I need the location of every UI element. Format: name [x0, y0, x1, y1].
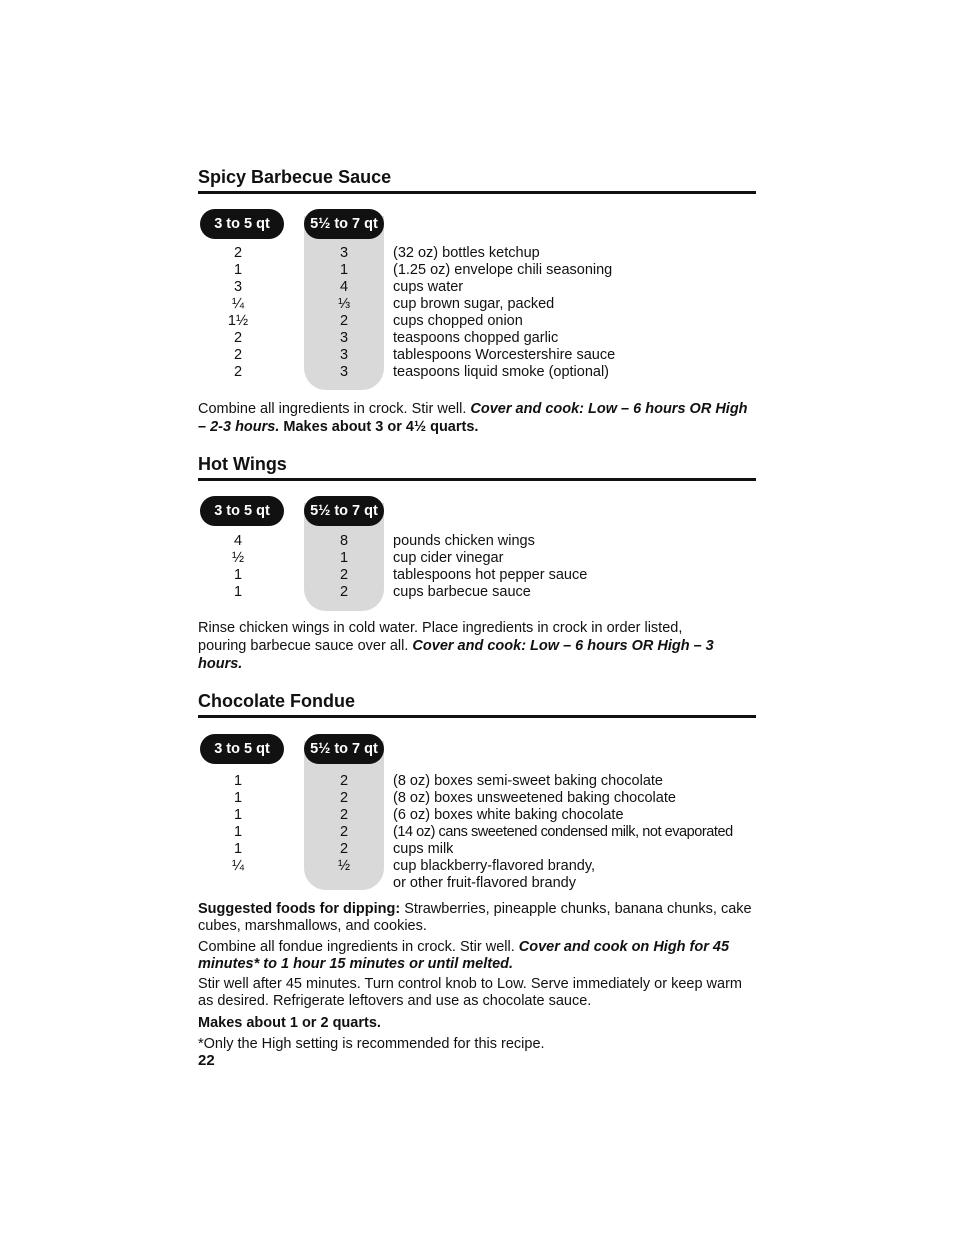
ingredient-row [198, 364, 756, 381]
directions-text: Combine all fondue ingredients in crock. Stir well. [198, 939, 519, 955]
yield-text: Makes about 1 or 2 quarts. [198, 1015, 381, 1031]
recipe-title: Spicy Barbecue Sauce [198, 167, 392, 187]
ingredient-list [198, 245, 756, 381]
large-qty: 2 [339, 841, 349, 857]
directions-text: Rinse chicken wings in cold water. Place ingredients in crock in order listed, pouring barbecue sauce over all. [198, 620, 683, 654]
large-qty: 1 [339, 550, 349, 566]
yield-text: Makes about 3 or 4½ quarts. [279, 419, 479, 435]
large-crock-size-badge: 5½ to 7 qt [304, 209, 384, 239]
large-qty: 1 [339, 262, 349, 278]
large-crock-size-badge: 5½ to 7 qt [304, 496, 384, 526]
ingredient-list [198, 773, 756, 892]
small-qty: 2 [233, 364, 243, 380]
directions-text: Combine all ingredients in crock. Stir well. [198, 401, 471, 417]
ingredient-text: (32 oz) bottles ketchup [393, 245, 540, 261]
ingredient-text: teaspoons chopped garlic [393, 330, 559, 346]
small-crock-size-badge: 3 to 5 qt [200, 209, 284, 239]
ingredient-row [198, 773, 756, 790]
small-qty: 1 [233, 790, 243, 806]
stir-text: Stir well after 45 minutes. Turn control knob to Low. Serve immediately or keep warm as desired. Refrigerate leftovers and use as chocolate sauce. [198, 976, 742, 1009]
cook-instructions: Cover and cook: Low – 6 hours OR High – 2-3 hours. [198, 401, 748, 435]
ingredient-text: (1.25 oz) envelope chili seasoning [393, 262, 613, 278]
ingredient-row [198, 279, 756, 296]
dipping-text: Strawberries, pineapple chunks, banana chunks, cake cubes, marshmallows, and cookies. [198, 901, 752, 934]
recipe-chocolate-fondue [198, 690, 756, 1052]
large-qty: 2 [339, 584, 349, 600]
small-qty: 1 [233, 567, 243, 583]
ingredient-row [198, 296, 756, 313]
recipe-directions [198, 619, 728, 673]
ingredient-text: cups water [393, 279, 464, 295]
ingredient-row [198, 858, 756, 875]
recipe-spicy-barbecue-sauce [198, 166, 756, 435]
ingredient-text: tablespoons hot pepper sauce [393, 567, 588, 583]
ingredient-row [198, 824, 756, 841]
small-qty: 1½ [227, 313, 249, 329]
footnote [198, 1035, 756, 1053]
ingredient-row [198, 533, 756, 550]
title-rule [198, 715, 756, 718]
large-qty: 2 [339, 824, 349, 840]
dipping-label: Suggested foods for dipping: [198, 901, 401, 917]
ingredient-row [198, 567, 756, 584]
large-qty: 2 [339, 567, 349, 583]
page-number: 22 [198, 1052, 215, 1069]
recipe-hot-wings [198, 453, 756, 672]
large-qty: 2 [339, 790, 349, 806]
ingredient-row [198, 330, 756, 347]
recipe-title: Hot Wings [198, 454, 287, 474]
small-qty: 1 [233, 807, 243, 823]
ingredient-text: (8 oz) boxes unsweetened baking chocolate [393, 790, 676, 806]
large-qty: 3 [339, 330, 349, 346]
ingredient-row [198, 841, 756, 858]
ingredient-text: cups chopped onion [393, 313, 523, 329]
dipping-suggestions [198, 901, 756, 935]
large-qty: 2 [339, 773, 349, 789]
large-qty: 2 [339, 313, 349, 329]
small-qty: ¼ [231, 296, 245, 312]
small-qty: 2 [233, 347, 243, 363]
recipe-directions [198, 400, 756, 436]
large-qty: ⅓ [337, 296, 351, 312]
ingredient-row [198, 875, 756, 892]
ingredient-text: pounds chicken wings [393, 533, 535, 549]
small-qty: ¼ [231, 858, 245, 874]
ingredient-row [198, 584, 756, 601]
ingredient-row [198, 245, 756, 262]
ingredient-text: tablespoons Worcestershire sauce [393, 347, 616, 363]
small-qty: 3 [233, 279, 243, 295]
large-crock-size-badge: 5½ to 7 qt [304, 734, 384, 764]
ingredient-row [198, 807, 756, 824]
ingredient-row [198, 550, 756, 567]
ingredient-text: cup cider vinegar [393, 550, 504, 566]
small-qty: 2 [233, 245, 243, 261]
small-crock-size-badge: 3 to 5 qt [200, 734, 284, 764]
small-qty: 1 [233, 824, 243, 840]
ingredient-row [198, 313, 756, 330]
large-qty: 3 [339, 245, 349, 261]
small-qty: ½ [231, 550, 245, 566]
small-qty: 1 [233, 262, 243, 278]
recipe-title: Chocolate Fondue [198, 691, 355, 711]
ingredient-text: (6 oz) boxes white baking chocolate [393, 807, 624, 823]
footnote-text: *Only the High setting is recommended for this recipe. [198, 1036, 545, 1052]
ingredient-text: or other fruit-flavored brandy [393, 875, 576, 891]
ingredient-text: teaspoons liquid smoke (optional) [393, 364, 610, 380]
cook-instructions: Cover and cook: Low – 6 hours OR High – 3 hours. [198, 638, 714, 672]
ingredient-row [198, 347, 756, 364]
small-qty: 2 [233, 330, 243, 346]
yield-note [198, 1014, 756, 1032]
small-qty: 4 [233, 533, 243, 549]
small-qty: 1 [233, 584, 243, 600]
ingredient-list [198, 533, 756, 601]
large-qty: 3 [339, 364, 349, 380]
large-qty: ½ [337, 858, 351, 874]
recipe-directions [198, 939, 756, 973]
large-qty: 2 [339, 807, 349, 823]
ingredient-text: (8 oz) boxes semi-sweet baking chocolate [393, 773, 663, 789]
ingredient-text: (14 oz) cans sweetened condensed milk, not evaporated [393, 824, 733, 840]
small-crock-size-badge: 3 to 5 qt [200, 496, 284, 526]
ingredient-text: cups barbecue sauce [393, 584, 531, 600]
small-qty: 1 [233, 773, 243, 789]
ingredient-text: cup blackberry-flavored brandy, [393, 858, 596, 874]
cook-instructions: Cover and cook on High for 45 minutes* to 1 hour 15 minutes or until melted. [198, 939, 730, 972]
stir-instructions [198, 976, 756, 1010]
title-rule [198, 191, 756, 194]
large-qty: 8 [339, 533, 349, 549]
small-qty: 1 [233, 841, 243, 857]
ingredient-row [198, 262, 756, 279]
large-qty: 3 [339, 347, 349, 363]
title-rule [198, 478, 756, 481]
ingredient-text: cup brown sugar, packed [393, 296, 555, 312]
ingredient-text: cups milk [393, 841, 454, 857]
ingredient-row [198, 790, 756, 807]
large-qty: 4 [339, 279, 349, 295]
